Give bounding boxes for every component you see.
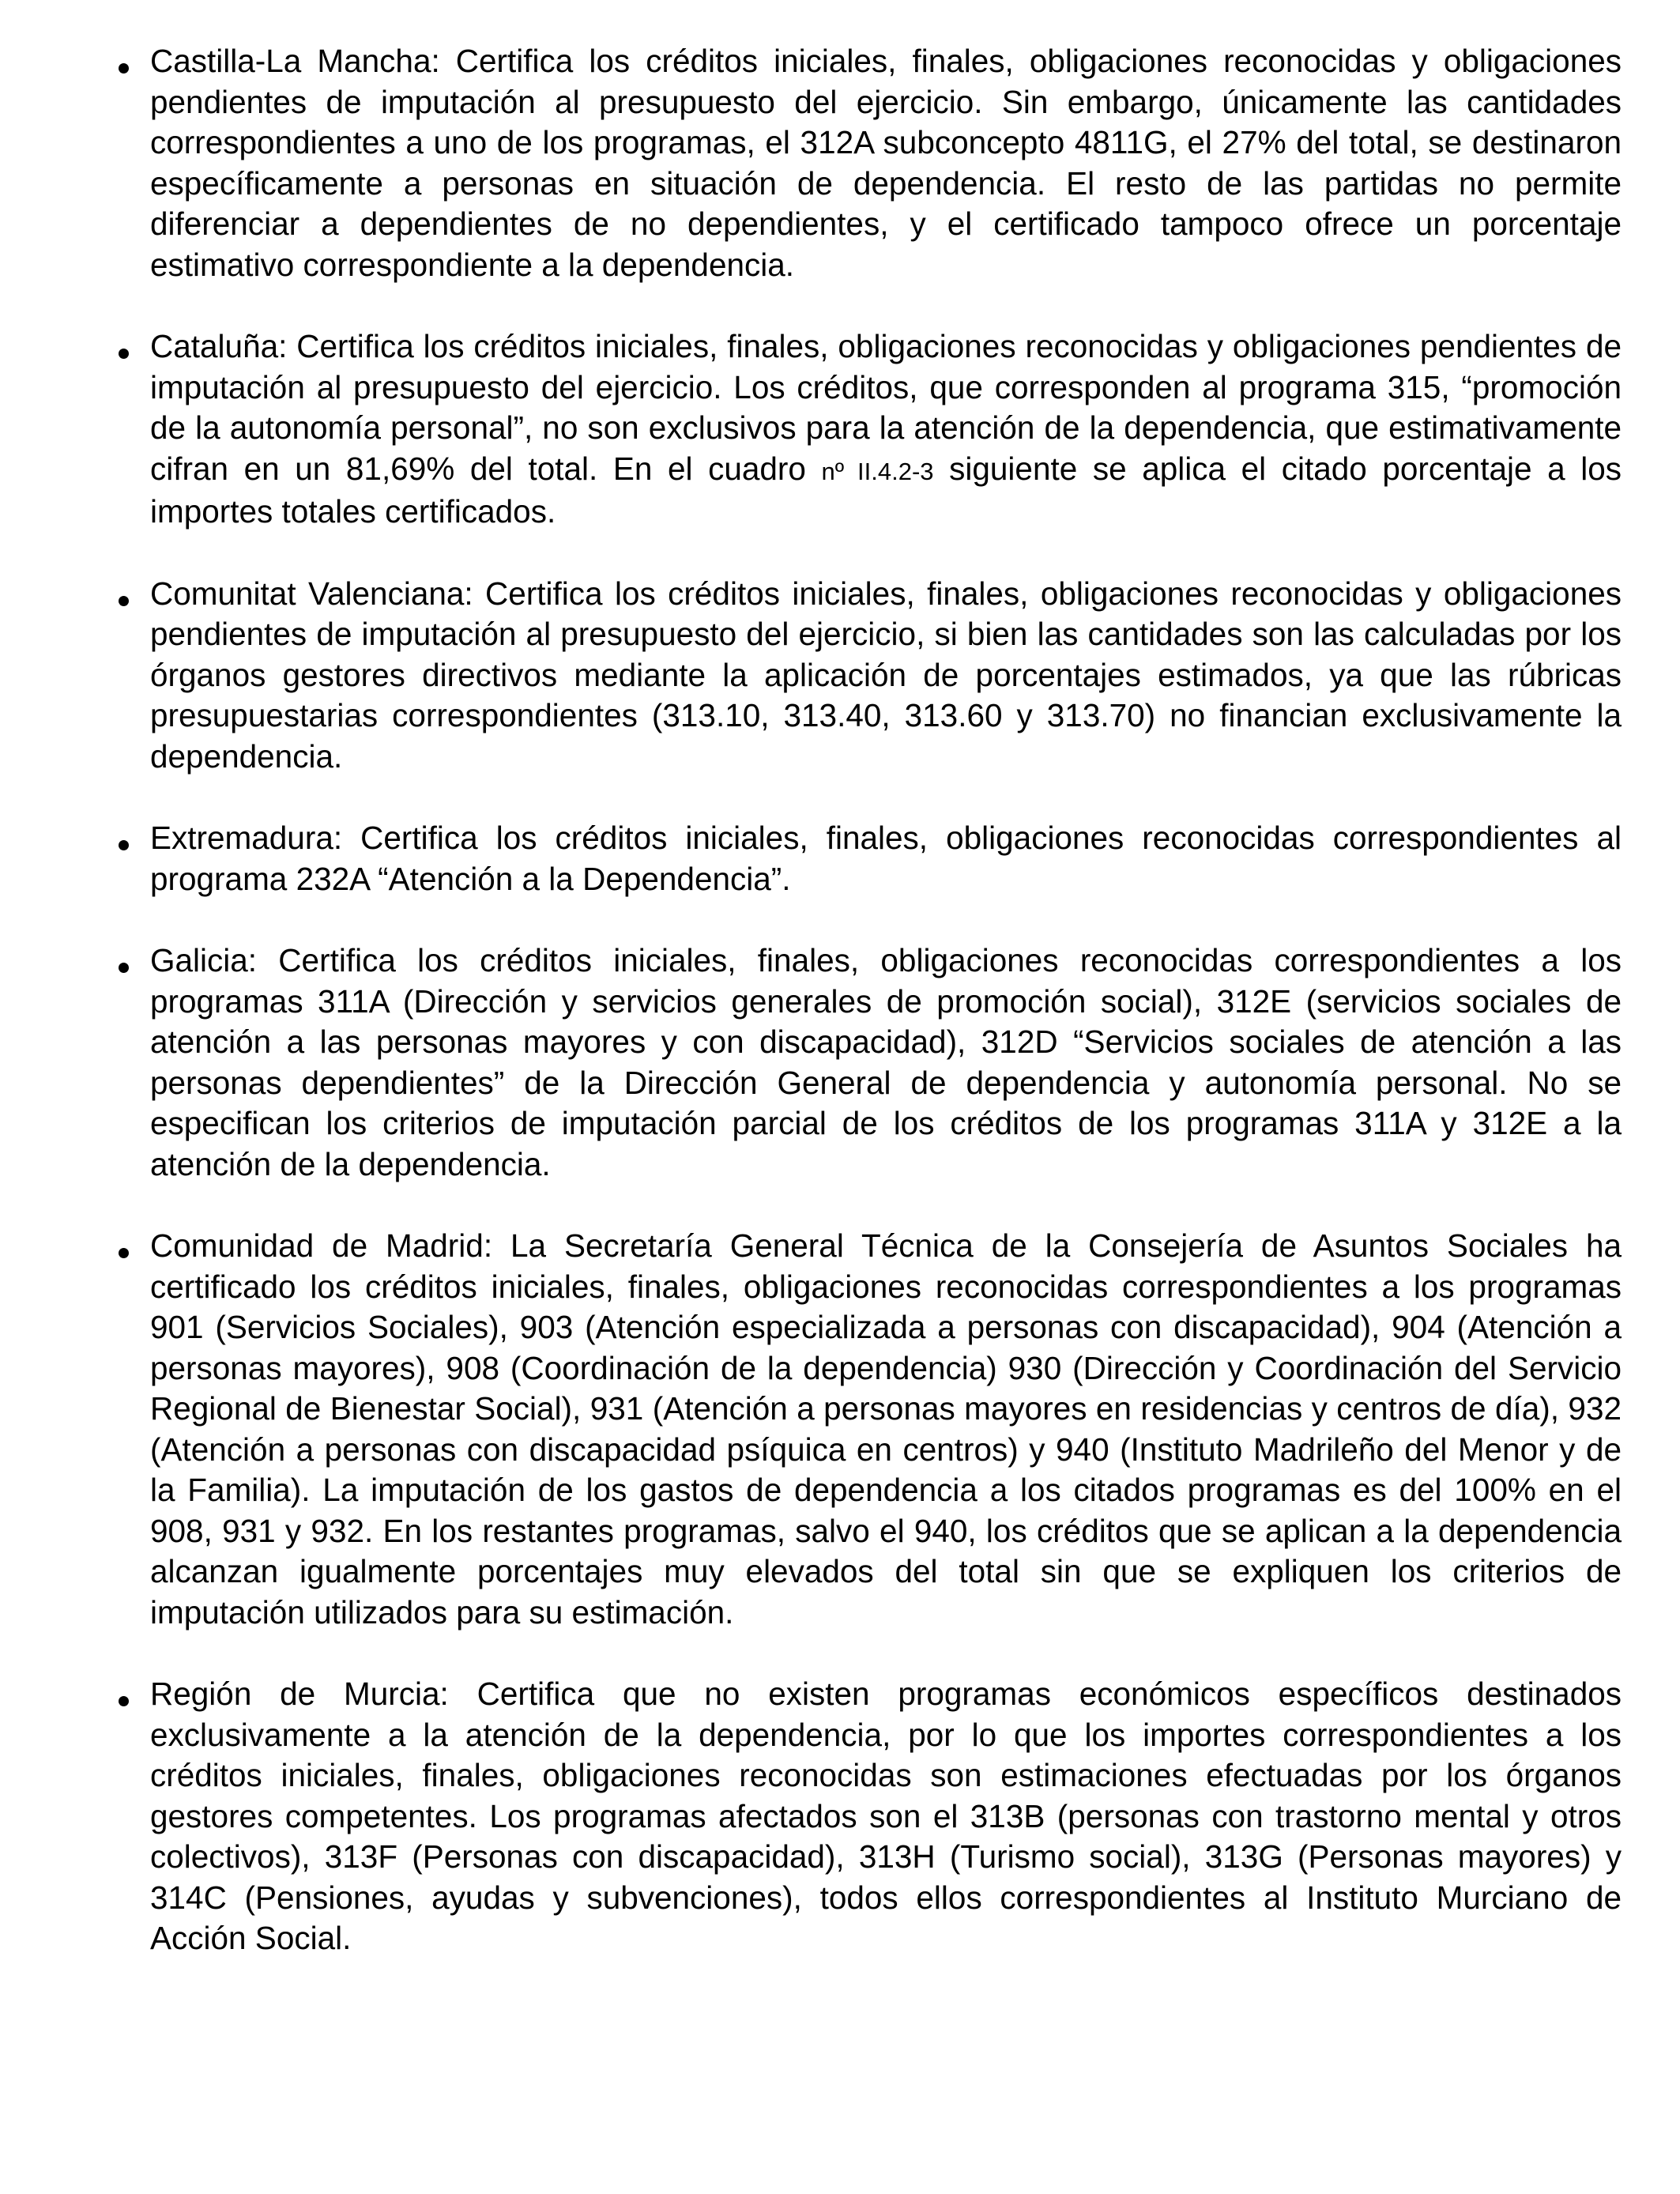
list-item-extremadura xyxy=(150,818,1622,899)
list-item-region-de-murcia xyxy=(150,1674,1622,1959)
bullet-list xyxy=(150,41,1622,2000)
bullet-icon xyxy=(119,1696,129,1706)
list-item-galicia xyxy=(150,941,1622,1185)
list-item-comunidad-de-madrid xyxy=(150,1226,1622,1633)
paragraph-cataluna xyxy=(150,326,1622,533)
paragraph-cataluna-part-1: Cataluña: Certifica los créditos iniciales, finales, obligaciones reconocidas y obligaciones pendientes de imputación al presupuesto del ejercicio. Los créditos, que corresponden al programa 315, “promoción de la autonomía personal”, no son exclusivos para la atención de la dependencia, que estimativamente cifran en un 81,69% del total. En el cuadro xyxy=(150,328,1622,487)
bullet-icon xyxy=(119,963,129,973)
list-item-comunitat-valenciana xyxy=(150,574,1622,778)
paragraph-comunitat-valenciana: Comunitat Valenciana: Certifica los créditos iniciales, finales, obligaciones reconocidas y obligaciones pendientes de imputación al presupuesto del ejercicio, si bien las cantidades son las calculadas por los órganos gestores directivos mediante la aplicación de porcentajes estimados, ya que las rúbricas presupuestarias correspondientes (313.10, 313.40, 313.60 y 313.70) no financian exclusivamente la dependencia. xyxy=(150,575,1622,775)
paragraph-comunidad-de-madrid: Comunidad de Madrid: La Secretaría General Técnica de la Consejería de Asuntos Sociales ha certificado los créditos iniciales, finales, obligaciones reconocidas correspondientes a los programas 901 (Servicios Sociales), 903 (Atención especializada a personas con discapacidad), 904 (Atención a personas mayores), 908 (Coordinación de la dependencia) 930 (Dirección y Coordinación del Servicio Regional de Bienestar Social), 931 (Atención a personas mayores en residencias y centros de día), 932 (Atención a personas con discapacidad psíquica en centros) y 940 (Instituto Madrileño del Menor y de la Familia). La imputación de los gastos de dependencia a los citados programas es del 100% en el 908, 931 y 932. En los restantes programas, salvo el 940, los créditos que se aplican a la dependencia alcanzan igualmente porcentajes muy elevados del total sin que se expliquen los criterios de imputación utilizados para su estimación. xyxy=(150,1227,1622,1630)
list-item-castilla-la-mancha xyxy=(150,41,1622,285)
bullet-icon xyxy=(119,840,129,850)
bullet-icon xyxy=(119,596,129,606)
paragraph-galicia: Galicia: Certifica los créditos iniciales, finales, obligaciones reconocidas correspondientes a los programas 311A (Dirección y servicios generales de promoción social), 312E (servicios sociales de atención a las personas mayores y con discapacidad), 312D “Servicios sociales de atención a las personas dependientes” de la Dirección General de dependencia y autonomía personal. No se especifican los criterios de imputación parcial de los créditos de los programas 311A y 312E a la atención de la dependencia. xyxy=(150,942,1622,1182)
bullet-icon xyxy=(119,349,129,359)
paragraph-castilla-la-mancha: Castilla-La Mancha: Certifica los créditos iniciales, finales, obligaciones reconocidas y obligaciones pendientes de imputación al presupuesto del ejercicio. Sin embargo, únicamente las cantidades correspondientes a uno de los programas, el 312A subconcepto 4811G, el 27% del total, se destinaron específicamente a personas en situación de dependencia. El resto de las partidas no permite diferenciar a dependientes de no dependientes, y el certificado tampoco ofrece un porcentaje estimativo correspondiente a la dependencia. xyxy=(150,43,1622,283)
paragraph-extremadura: Extremadura: Certifica los créditos iniciales, finales, obligaciones reconocidas correspondientes al programa 232A “Atención a la Dependencia”. xyxy=(150,820,1622,897)
paragraph-cataluna-part-2: siguiente se aplica el citado porcentaje a los importes totales certificados. xyxy=(150,450,1622,530)
table-reference: nº II.4.2-3 xyxy=(821,457,934,485)
list-item-cataluna xyxy=(150,326,1622,533)
paragraph-region-de-murcia: Región de Murcia: Certifica que no existen programas económicos específicos destinados exclusivamente a la atención de la dependencia, por lo que los importes correspondientes a los créditos iniciales, finales, obligaciones reconocidas son estimaciones efectuadas por los órganos gestores competentes. Los programas afectados son el 313B (personas con trastorno mental y otros colectivos), 313F (Personas con discapacidad), 313H (Turismo social), 313G (Personas mayores) y 314C (Pensiones, ayudas y subvenciones), todos ellos correspondientes al Instituto Murciano de Acción Social. xyxy=(150,1676,1622,1956)
bullet-icon xyxy=(119,1248,129,1258)
bullet-icon xyxy=(119,63,129,74)
